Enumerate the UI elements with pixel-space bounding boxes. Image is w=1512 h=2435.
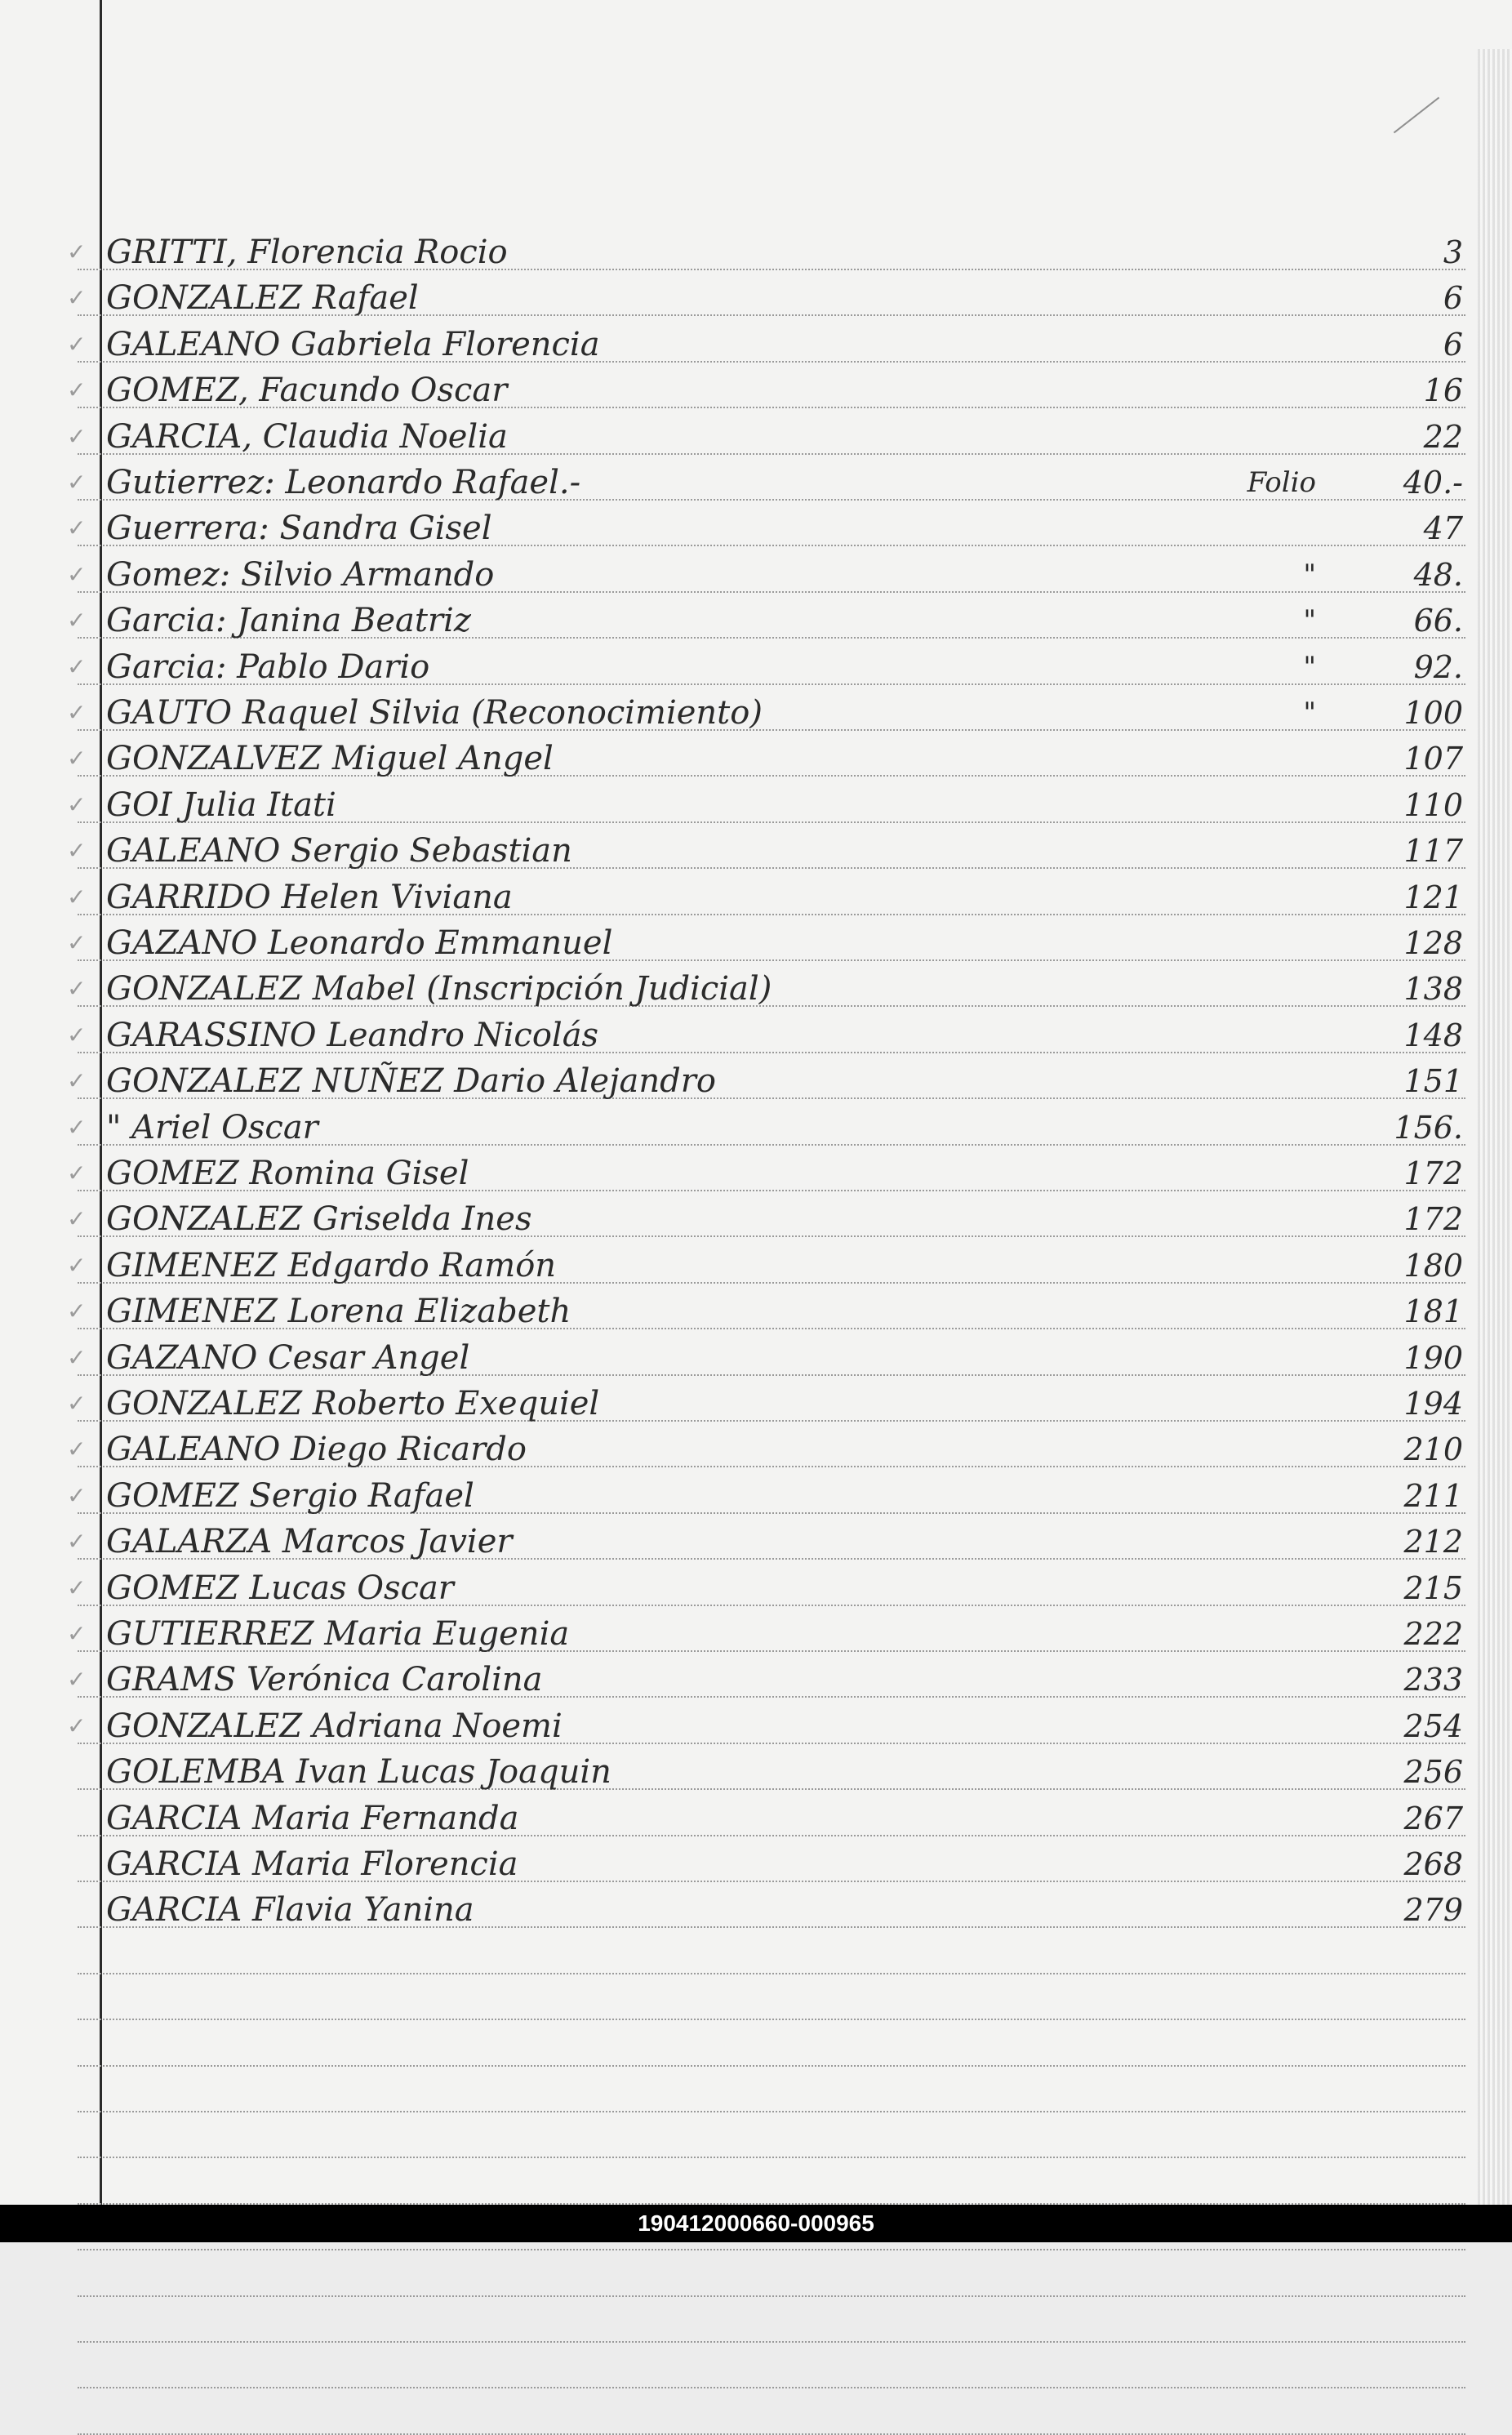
entry-folio: 148 xyxy=(1403,1017,1463,1053)
entry-name: GONZALEZ NUÑEZ Dario Alejandro xyxy=(106,1062,716,1100)
entry-folio: 40.- xyxy=(1403,465,1463,501)
page-edge xyxy=(1478,49,1512,2205)
entry-name: GARCIA Maria Fernanda xyxy=(106,1800,519,1837)
entry-name: GARASSINO Leandro Nicolás xyxy=(106,1017,599,1054)
entry-name: Gomez: Silvio Armando xyxy=(106,556,495,594)
check-mark-icon: ✓ xyxy=(67,884,87,910)
check-mark-icon: ✓ xyxy=(67,837,87,864)
check-mark-icon: ✓ xyxy=(67,1574,87,1601)
entry-name: GARCIA, Claudia Noelia xyxy=(106,418,508,456)
entry-folio: 121 xyxy=(1403,879,1463,915)
entry-name: GALEANO Gabriela Florencia xyxy=(106,326,600,363)
entry-folio: 100 xyxy=(1403,695,1463,731)
check-mark-icon: ✓ xyxy=(67,1666,87,1693)
entry-folio: 233 xyxy=(1403,1662,1463,1698)
entry-name: GARCIA Maria Florencia xyxy=(106,1845,518,1883)
entry-folio: 3 xyxy=(1443,234,1463,270)
entry-name: GARRIDO Helen Viviana xyxy=(106,879,513,916)
entry-mark: " xyxy=(1303,604,1316,637)
entry-folio: 16 xyxy=(1423,372,1463,408)
check-mark-icon: ✓ xyxy=(67,653,87,680)
entry-folio: 107 xyxy=(1403,741,1463,777)
entry-name: Garcia: Janina Beatriz xyxy=(106,602,471,639)
check-mark-icon: ✓ xyxy=(67,1022,87,1048)
entry-folio: 279 xyxy=(1403,1892,1463,1928)
entry-name: GOMEZ Lucas Oscar xyxy=(106,1569,454,1607)
entry-name: GARCIA Flavia Yanina xyxy=(106,1891,474,1929)
ruled-line xyxy=(78,1973,1465,1974)
entry-name: Guerrera: Sandra Gisel xyxy=(106,510,492,547)
entry-folio: 110 xyxy=(1403,787,1463,823)
check-mark-icon: ✓ xyxy=(67,1160,87,1186)
entry-folio: 254 xyxy=(1403,1708,1463,1744)
entry-name: GIMENEZ Lorena Elizabeth xyxy=(106,1293,571,1330)
entry-folio: 256 xyxy=(1403,1754,1463,1790)
check-mark-icon: ✓ xyxy=(67,238,87,265)
entry-name: GONZALEZ Rafael xyxy=(106,279,419,317)
check-mark-icon: ✓ xyxy=(67,331,87,358)
entry-name: GONZALEZ Griselda Ines xyxy=(106,1200,532,1238)
entry-name: GOMEZ Romina Gisel xyxy=(106,1155,469,1192)
entry-name: Gutierrez: Leonardo Rafael.- xyxy=(106,464,581,501)
check-mark-icon: ✓ xyxy=(67,1528,87,1555)
entry-name: GOMEZ Sergio Rafael xyxy=(106,1477,474,1515)
ruled-line xyxy=(78,2019,1465,2020)
entry-name: GAZANO Leonardo Emmanuel xyxy=(106,924,613,962)
check-mark-icon: ✓ xyxy=(67,469,87,496)
entry-name: " Ariel Oscar xyxy=(106,1109,318,1146)
check-mark-icon: ✓ xyxy=(67,423,87,450)
check-mark-icon: ✓ xyxy=(67,1712,87,1739)
entry-name: GAUTO Raquel Silvia (Reconocimiento) xyxy=(106,694,763,732)
entry-folio: 268 xyxy=(1403,1846,1463,1882)
entry-folio: 48. xyxy=(1413,557,1463,593)
entry-folio: 194 xyxy=(1403,1386,1463,1422)
entry-name: GONZALEZ Mabel (Inscripción Judicial) xyxy=(106,970,772,1008)
entry-folio: 6 xyxy=(1443,327,1463,363)
check-mark-icon: ✓ xyxy=(67,699,87,726)
ruled-line xyxy=(78,2111,1465,2112)
entry-name: Garcia: Pablo Dario xyxy=(106,648,430,686)
check-mark-icon: ✓ xyxy=(67,1114,87,1141)
check-mark-icon: ✓ xyxy=(67,514,87,541)
entry-name: GONZALVEZ Miguel Angel xyxy=(106,740,554,777)
entry-mark: " xyxy=(1303,559,1316,591)
entry-name: GUTIERREZ Maria Eugenia xyxy=(106,1615,570,1653)
entry-folio: 212 xyxy=(1403,1524,1463,1560)
entry-folio: 138 xyxy=(1403,971,1463,1007)
entry-name: GRITTI, Florencia Rocio xyxy=(106,234,508,271)
entry-folio: 128 xyxy=(1403,925,1463,961)
entry-mark: " xyxy=(1303,697,1316,729)
entry-folio: 151 xyxy=(1403,1063,1463,1099)
entry-folio: 210 xyxy=(1403,1431,1463,1467)
entry-folio: 47 xyxy=(1423,510,1463,546)
ruled-line xyxy=(78,2157,1465,2158)
check-mark-icon: ✓ xyxy=(67,791,87,818)
entry-name: GALARZA Marcos Javier xyxy=(106,1523,513,1560)
entry-folio: 92. xyxy=(1413,649,1463,685)
entry-folio: 22 xyxy=(1423,419,1463,455)
entry-name: GONZALEZ Roberto Exequiel xyxy=(106,1385,600,1422)
entry-folio: 267 xyxy=(1403,1801,1463,1836)
entry-mark: Folio xyxy=(1247,466,1316,499)
check-mark-icon: ✓ xyxy=(67,561,87,588)
entry-name: GIMENEZ Edgardo Ramón xyxy=(106,1247,557,1284)
entry-folio: 117 xyxy=(1403,833,1463,869)
check-mark-icon: ✓ xyxy=(67,607,87,634)
check-mark-icon: ✓ xyxy=(67,1205,87,1232)
check-mark-icon: ✓ xyxy=(67,975,87,1002)
entry-name: GOMEZ, Facundo Oscar xyxy=(106,372,508,409)
check-mark-icon: ✓ xyxy=(67,376,87,403)
document-id-footer: 190412000660-000965 xyxy=(0,2205,1512,2242)
entry-folio: 172 xyxy=(1403,1155,1463,1191)
check-mark-icon: ✓ xyxy=(67,929,87,956)
entry-name: GALEANO Sergio Sebastian xyxy=(106,832,572,870)
entry-folio: 180 xyxy=(1403,1248,1463,1284)
entry-folio: 222 xyxy=(1403,1616,1463,1652)
check-mark-icon: ✓ xyxy=(67,1482,87,1509)
entry-name: GRAMS Verónica Carolina xyxy=(106,1661,543,1698)
check-mark-icon: ✓ xyxy=(67,1252,87,1279)
check-mark-icon: ✓ xyxy=(67,1344,87,1371)
check-mark-icon: ✓ xyxy=(67,745,87,772)
check-mark-icon: ✓ xyxy=(67,1067,87,1094)
entry-mark: " xyxy=(1303,651,1316,683)
ruled-line xyxy=(78,2249,1465,2250)
entry-folio: 66. xyxy=(1413,603,1463,639)
entry-folio: 156. xyxy=(1394,1110,1463,1146)
entry-folio: 172 xyxy=(1403,1201,1463,1237)
entry-folio: 215 xyxy=(1403,1570,1463,1606)
ruled-line xyxy=(78,2295,1465,2297)
check-mark-icon: ✓ xyxy=(67,284,87,311)
entry-name: GOI Julia Itati xyxy=(106,786,336,824)
entry-folio: 6 xyxy=(1443,280,1463,316)
entry-folio: 211 xyxy=(1403,1478,1463,1514)
check-mark-icon: ✓ xyxy=(67,1390,87,1417)
check-mark-icon: ✓ xyxy=(67,1620,87,1647)
margin-line xyxy=(100,0,102,2205)
entry-name: GONZALEZ Adriana Noemi xyxy=(106,1707,563,1745)
entry-name: GAZANO Cesar Angel xyxy=(106,1339,470,1377)
corner-pen-mark xyxy=(1394,97,1439,134)
check-mark-icon: ✓ xyxy=(67,1298,87,1324)
ruled-line xyxy=(78,2065,1465,2067)
entry-name: GOLEMBA Ivan Lucas Joaquin xyxy=(106,1753,611,1791)
entry-folio: 190 xyxy=(1403,1340,1463,1376)
ruled-line xyxy=(78,2341,1465,2343)
entry-name: GALEANO Diego Ricardo xyxy=(106,1431,527,1468)
check-mark-icon: ✓ xyxy=(67,1436,87,1462)
ruled-line xyxy=(78,2387,1465,2388)
entry-folio: 181 xyxy=(1403,1293,1463,1329)
